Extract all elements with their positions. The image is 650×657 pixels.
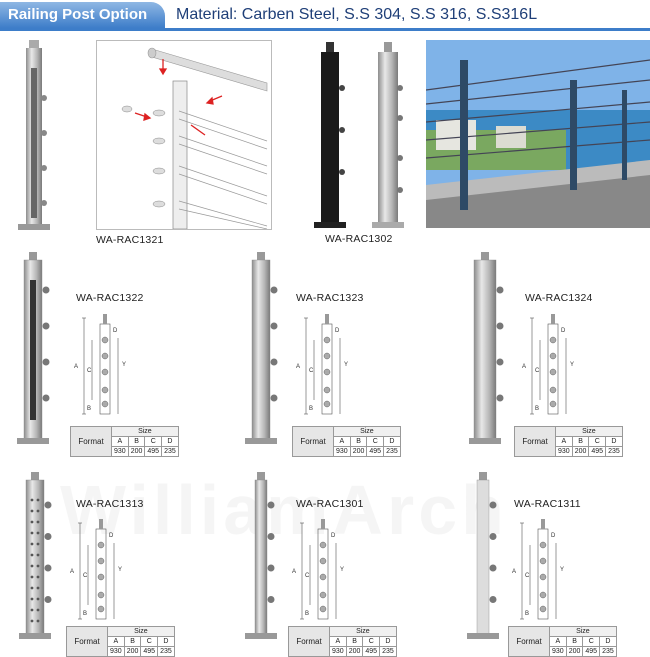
size-table: [70, 426, 179, 457]
format-cell: Format: [71, 427, 112, 457]
format-cell: Format: [515, 427, 556, 457]
dim-letter-d: D: [113, 328, 118, 334]
size-value: 930: [550, 647, 567, 657]
size-header: Size: [556, 427, 623, 437]
size-value: 930: [112, 447, 129, 457]
size-col-header: C: [363, 637, 380, 647]
size-value: 495: [363, 647, 380, 657]
size-value: 235: [380, 647, 397, 657]
size-col-header: B: [128, 437, 145, 447]
dim-letter-b: B: [305, 611, 310, 617]
title-underline: [0, 28, 650, 31]
page-title: Railing Post Option: [0, 2, 165, 28]
size-value: 200: [350, 447, 367, 457]
dim-letter-a: A: [296, 364, 301, 370]
model-label-wa-rac1324: WA-RAC1324: [525, 292, 593, 304]
dim-letter-y: Y: [570, 362, 575, 368]
post-image-wa-rac1322: [8, 250, 58, 450]
size-value: 930: [334, 447, 351, 457]
balcony-photo: [426, 40, 650, 228]
model-label-1321: WA-RAC1321: [96, 234, 164, 246]
size-value: 200: [566, 647, 583, 657]
dim-letter-c: C: [83, 573, 88, 579]
size-col-header: A: [334, 437, 351, 447]
size-value: 200: [124, 647, 141, 657]
model-label-1302: WA-RAC1302: [325, 233, 393, 245]
size-value: 235: [606, 447, 623, 457]
size-col-header: B: [350, 437, 367, 447]
installation-diagram: [96, 40, 272, 230]
model-label-wa-rac1311: WA-RAC1311: [514, 498, 581, 510]
model-label-wa-rac1323: WA-RAC1323: [296, 292, 364, 304]
size-header: Size: [330, 627, 397, 637]
dim-letter-c: C: [525, 573, 530, 579]
model-label-wa-rac1301: WA-RAC1301: [296, 498, 364, 510]
model-label-wa-rac1313: WA-RAC1313: [76, 498, 144, 510]
size-value: 495: [583, 647, 600, 657]
size-col-header: D: [162, 437, 179, 447]
post-image-1302: [312, 40, 412, 230]
dim-letter-d: D: [109, 533, 114, 539]
dimension-diagram: [518, 310, 582, 418]
size-col-header: B: [124, 637, 141, 647]
dim-letter-c: C: [309, 368, 314, 374]
size-col-header: C: [145, 437, 162, 447]
size-col-header: D: [158, 637, 175, 647]
dim-letter-c: C: [87, 368, 92, 374]
dim-letter-a: A: [512, 569, 517, 575]
dim-letter-y: Y: [122, 362, 127, 368]
dim-letter-b: B: [83, 611, 88, 617]
size-col-header: A: [550, 637, 567, 647]
post-image-wa-rac1313: [10, 470, 60, 645]
size-col-header: D: [380, 637, 397, 647]
size-col-header: B: [572, 437, 589, 447]
dim-letter-a: A: [522, 364, 527, 370]
material-text: Material: Carben Steel, S.S 304, S.S 316, S.S316L: [176, 6, 538, 23]
dimension-diagram: [70, 310, 134, 418]
dim-letter-c: C: [535, 368, 540, 374]
size-header: Size: [550, 627, 617, 637]
size-header: Size: [108, 627, 175, 637]
dim-letter-c: C: [305, 573, 310, 579]
dim-letter-a: A: [292, 569, 297, 575]
dim-letter-y: Y: [344, 362, 349, 368]
format-cell: Format: [293, 427, 334, 457]
size-header: Size: [112, 427, 179, 437]
size-col-header: C: [141, 637, 158, 647]
size-value: 495: [589, 447, 606, 457]
dim-letter-y: Y: [560, 567, 565, 573]
post-image-wa-rac1301: [236, 470, 286, 645]
size-value: 200: [128, 447, 145, 457]
size-value: 200: [572, 447, 589, 457]
dim-letter-b: B: [309, 406, 314, 412]
size-col-header: A: [108, 637, 125, 647]
dim-letter-d: D: [331, 533, 336, 539]
post-image-1321: [14, 38, 58, 234]
size-col-header: D: [384, 437, 401, 447]
format-cell: Format: [509, 627, 550, 657]
size-value: 200: [346, 647, 363, 657]
size-col-header: C: [367, 437, 384, 447]
model-label-wa-rac1322: WA-RAC1322: [76, 292, 144, 304]
dimension-diagram: [288, 515, 352, 623]
post-image-wa-rac1324: [460, 250, 510, 450]
size-value: 235: [600, 647, 617, 657]
format-cell: Format: [289, 627, 330, 657]
size-value: 495: [141, 647, 158, 657]
size-col-header: B: [566, 637, 583, 647]
size-value: 235: [158, 647, 175, 657]
size-col-header: B: [346, 637, 363, 647]
dim-letter-a: A: [74, 364, 79, 370]
dim-letter-d: D: [335, 328, 340, 334]
dimension-diagram: [508, 515, 572, 623]
dim-letter-d: D: [561, 328, 566, 334]
size-table: [508, 626, 617, 657]
size-header: Size: [334, 427, 401, 437]
dimension-diagram: [292, 310, 356, 418]
format-cell: Format: [67, 627, 108, 657]
size-table: [514, 426, 623, 457]
size-col-header: D: [606, 437, 623, 447]
size-col-header: C: [589, 437, 606, 447]
size-value: 930: [556, 447, 573, 457]
dim-letter-b: B: [525, 611, 530, 617]
size-value: 235: [162, 447, 179, 457]
dim-letter-b: B: [87, 406, 92, 412]
size-value: 930: [330, 647, 347, 657]
size-col-header: A: [556, 437, 573, 447]
size-value: 235: [384, 447, 401, 457]
size-col-header: A: [112, 437, 129, 447]
size-table: [288, 626, 397, 657]
size-value: 495: [145, 447, 162, 457]
dim-letter-y: Y: [340, 567, 345, 573]
size-col-header: D: [600, 637, 617, 647]
dimension-diagram: [66, 515, 130, 623]
size-col-header: C: [583, 637, 600, 647]
header-bar: [0, 0, 650, 32]
dim-letter-d: D: [551, 533, 556, 539]
dim-letter-b: B: [535, 406, 540, 412]
dim-letter-y: Y: [118, 567, 123, 573]
dim-letter-a: A: [70, 569, 75, 575]
size-value: 930: [108, 647, 125, 657]
size-value: 495: [367, 447, 384, 457]
post-image-wa-rac1311: [458, 470, 508, 645]
size-col-header: A: [330, 637, 347, 647]
size-table: [66, 626, 175, 657]
post-image-wa-rac1323: [236, 250, 286, 450]
size-table: [292, 426, 401, 457]
